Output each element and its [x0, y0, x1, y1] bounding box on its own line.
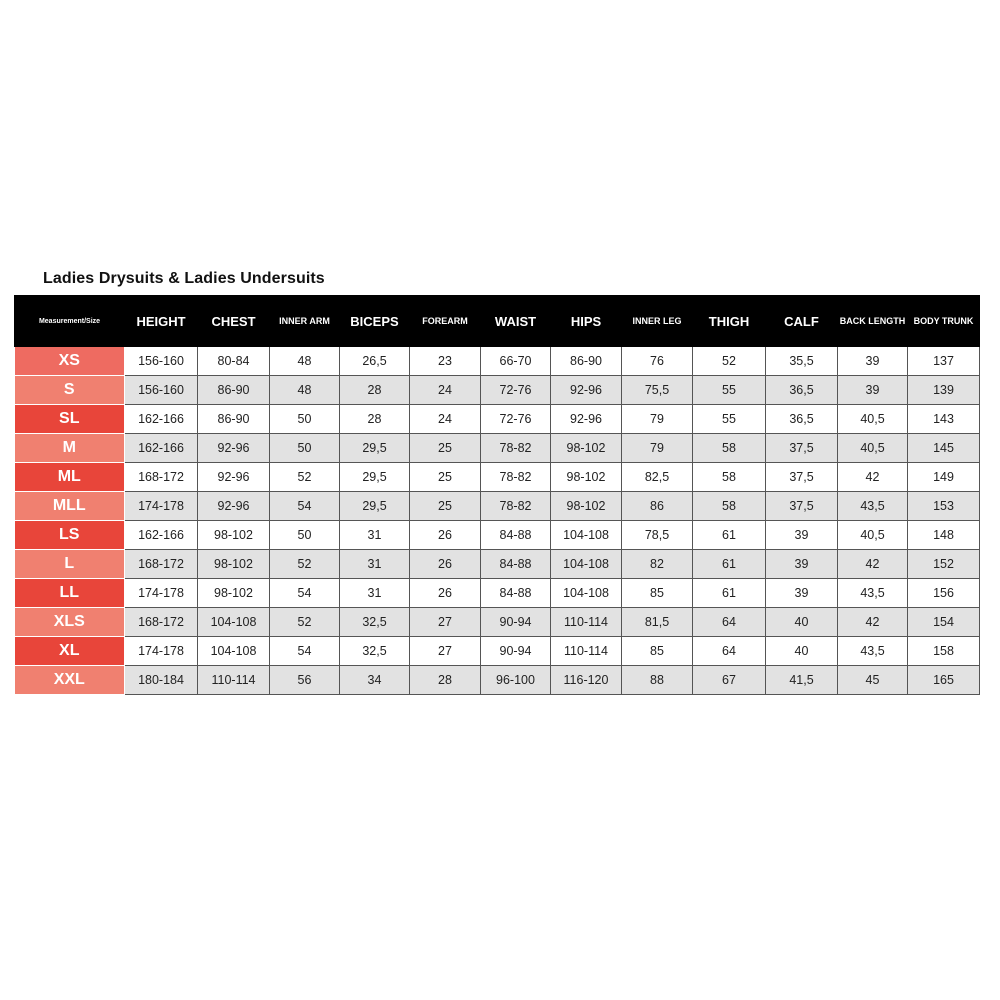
table-cell: 26,5	[340, 347, 410, 376]
size-label-cell: L	[15, 550, 125, 579]
table-cell: 26	[410, 550, 481, 579]
table-cell: 29,5	[340, 492, 410, 521]
table-cell: 67	[693, 666, 766, 695]
table-cell: 28	[340, 376, 410, 405]
table-cell: 162-166	[125, 434, 198, 463]
table-cell: 145	[908, 434, 980, 463]
table-cell: 149	[908, 463, 980, 492]
table-cell: 85	[622, 579, 693, 608]
table-cell: 39	[766, 521, 838, 550]
table-cell: 174-178	[125, 579, 198, 608]
table-cell: 52	[270, 550, 340, 579]
table-cell: 42	[838, 463, 908, 492]
table-cell: 58	[693, 463, 766, 492]
table-cell: 39	[766, 550, 838, 579]
table-cell: 92-96	[198, 434, 270, 463]
table-cell: 37,5	[766, 434, 838, 463]
table-cell: 27	[410, 608, 481, 637]
table-row	[15, 492, 980, 521]
table-cell: 92-96	[198, 492, 270, 521]
table-cell: 55	[693, 405, 766, 434]
table-cell: 139	[908, 376, 980, 405]
table-cell: 25	[410, 434, 481, 463]
column-header-inner-leg: INNER LEG	[622, 296, 693, 347]
table-cell: 104-108	[551, 550, 622, 579]
table-cell: 40,5	[838, 434, 908, 463]
table-cell: 162-166	[125, 405, 198, 434]
size-label-cell: LL	[15, 579, 125, 608]
table-cell: 104-108	[551, 521, 622, 550]
table-cell: 79	[622, 434, 693, 463]
table-row	[15, 347, 980, 376]
column-header-waist: WAIST	[481, 296, 551, 347]
size-chart-table	[14, 295, 980, 695]
table-row	[15, 579, 980, 608]
table-cell: 153	[908, 492, 980, 521]
table-cell: 40,5	[838, 405, 908, 434]
table-cell: 52	[693, 347, 766, 376]
table-cell: 84-88	[481, 550, 551, 579]
table-cell: 92-96	[198, 463, 270, 492]
table-cell: 104-108	[198, 637, 270, 666]
table-row	[15, 405, 980, 434]
column-header-back-length: BACK LENGTH	[838, 296, 908, 347]
column-header-height: HEIGHT	[125, 296, 198, 347]
table-cell: 27	[410, 637, 481, 666]
table-cell: 61	[693, 521, 766, 550]
table-cell: 40,5	[838, 521, 908, 550]
table-cell: 54	[270, 579, 340, 608]
table-cell: 37,5	[766, 492, 838, 521]
table-cell: 58	[693, 492, 766, 521]
table-cell: 54	[270, 637, 340, 666]
table-cell: 72-76	[481, 376, 551, 405]
table-cell: 156-160	[125, 376, 198, 405]
table-cell: 168-172	[125, 550, 198, 579]
table-row	[15, 608, 980, 637]
column-header-thigh: THIGH	[693, 296, 766, 347]
table-cell: 82,5	[622, 463, 693, 492]
table-cell: 25	[410, 492, 481, 521]
table-cell: 78-82	[481, 463, 551, 492]
table-cell: 28	[340, 405, 410, 434]
table-cell: 98-102	[551, 463, 622, 492]
table-cell: 25	[410, 463, 481, 492]
table-cell: 174-178	[125, 637, 198, 666]
table-cell: 96-100	[481, 666, 551, 695]
table-cell: 31	[340, 579, 410, 608]
table-cell: 50	[270, 434, 340, 463]
table-row	[15, 550, 980, 579]
column-header-calf: CALF	[766, 296, 838, 347]
table-cell: 104-108	[198, 608, 270, 637]
table-row	[15, 463, 980, 492]
table-cell: 143	[908, 405, 980, 434]
table-cell: 86-90	[198, 405, 270, 434]
table-cell: 86-90	[551, 347, 622, 376]
table-cell: 92-96	[551, 376, 622, 405]
table-cell: 98-102	[551, 492, 622, 521]
table-cell: 98-102	[198, 550, 270, 579]
size-label-cell: MLL	[15, 492, 125, 521]
table-cell: 64	[693, 637, 766, 666]
table-cell: 26	[410, 579, 481, 608]
table-cell: 156	[908, 579, 980, 608]
table-cell: 165	[908, 666, 980, 695]
table-cell: 32,5	[340, 637, 410, 666]
table-cell: 56	[270, 666, 340, 695]
table-cell: 98-102	[198, 579, 270, 608]
table-cell: 80-84	[198, 347, 270, 376]
table-cell: 52	[270, 608, 340, 637]
table-cell: 52	[270, 463, 340, 492]
table-cell: 29,5	[340, 434, 410, 463]
table-cell: 23	[410, 347, 481, 376]
table-cell: 31	[340, 550, 410, 579]
table-cell: 75,5	[622, 376, 693, 405]
table-cell: 168-172	[125, 463, 198, 492]
table-cell: 36,5	[766, 376, 838, 405]
table-cell: 43,5	[838, 492, 908, 521]
table-cell: 48	[270, 347, 340, 376]
table-cell: 39	[838, 347, 908, 376]
table-cell: 29,5	[340, 463, 410, 492]
table-cell: 78-82	[481, 434, 551, 463]
table-cell: 28	[410, 666, 481, 695]
table-row	[15, 376, 980, 405]
table-cell: 48	[270, 376, 340, 405]
table-cell: 40	[766, 608, 838, 637]
size-label-cell: XXL	[15, 666, 125, 695]
table-cell: 61	[693, 579, 766, 608]
table-cell: 82	[622, 550, 693, 579]
table-cell: 86	[622, 492, 693, 521]
table-cell: 110-114	[551, 608, 622, 637]
column-header-biceps: BICEPS	[340, 296, 410, 347]
table-cell: 36,5	[766, 405, 838, 434]
size-label-cell: M	[15, 434, 125, 463]
table-cell: 148	[908, 521, 980, 550]
table-row	[15, 666, 980, 695]
column-header-body-trunk: BODY TRUNK	[908, 296, 980, 347]
table-cell: 104-108	[551, 579, 622, 608]
table-cell: 88	[622, 666, 693, 695]
table-cell: 81,5	[622, 608, 693, 637]
table-cell: 61	[693, 550, 766, 579]
column-header-measurement-size: Measurement/Size	[15, 296, 125, 347]
table-cell: 45	[838, 666, 908, 695]
table-cell: 55	[693, 376, 766, 405]
table-cell: 42	[838, 608, 908, 637]
size-label-cell: SL	[15, 405, 125, 434]
table-cell: 98-102	[198, 521, 270, 550]
table-cell: 39	[838, 376, 908, 405]
table-cell: 79	[622, 405, 693, 434]
table-cell: 168-172	[125, 608, 198, 637]
table-cell: 116-120	[551, 666, 622, 695]
table-cell: 37,5	[766, 463, 838, 492]
table-cell: 92-96	[551, 405, 622, 434]
table-cell: 31	[340, 521, 410, 550]
table-body	[15, 347, 980, 695]
table-cell: 42	[838, 550, 908, 579]
table-cell: 162-166	[125, 521, 198, 550]
table-cell: 35,5	[766, 347, 838, 376]
size-label-cell: ML	[15, 463, 125, 492]
table-cell: 43,5	[838, 579, 908, 608]
table-cell: 43,5	[838, 637, 908, 666]
table-cell: 90-94	[481, 637, 551, 666]
table-cell: 72-76	[481, 405, 551, 434]
column-header-inner-arm: INNER ARM	[270, 296, 340, 347]
size-label-cell: LS	[15, 521, 125, 550]
table-cell: 39	[766, 579, 838, 608]
table-cell: 34	[340, 666, 410, 695]
size-label-cell: XS	[15, 347, 125, 376]
size-label-cell: S	[15, 376, 125, 405]
table-cell: 152	[908, 550, 980, 579]
table-cell: 180-184	[125, 666, 198, 695]
table-cell: 24	[410, 405, 481, 434]
table-cell: 78,5	[622, 521, 693, 550]
column-header-hips: HIPS	[551, 296, 622, 347]
table-cell: 154	[908, 608, 980, 637]
table-row	[15, 521, 980, 550]
table-cell: 86-90	[198, 376, 270, 405]
table-cell: 158	[908, 637, 980, 666]
table-cell: 24	[410, 376, 481, 405]
table-cell: 32,5	[340, 608, 410, 637]
table-cell: 40	[766, 637, 838, 666]
table-cell: 98-102	[551, 434, 622, 463]
table-cell: 110-114	[551, 637, 622, 666]
column-header-forearm: FOREARM	[410, 296, 481, 347]
size-label-cell: XLS	[15, 608, 125, 637]
header-row	[15, 296, 980, 347]
table-cell: 76	[622, 347, 693, 376]
table-cell: 85	[622, 637, 693, 666]
table-cell: 50	[270, 405, 340, 434]
table-cell: 174-178	[125, 492, 198, 521]
table-cell: 66-70	[481, 347, 551, 376]
table-row	[15, 637, 980, 666]
table-cell: 84-88	[481, 521, 551, 550]
table-cell: 84-88	[481, 579, 551, 608]
table-cell: 64	[693, 608, 766, 637]
table-cell: 90-94	[481, 608, 551, 637]
table-cell: 41,5	[766, 666, 838, 695]
table-cell: 78-82	[481, 492, 551, 521]
table-cell: 50	[270, 521, 340, 550]
chart-title: Ladies Drysuits & Ladies Undersuits	[43, 270, 325, 287]
table-cell: 26	[410, 521, 481, 550]
column-header-chest: CHEST	[198, 296, 270, 347]
table-cell: 54	[270, 492, 340, 521]
table-cell: 58	[693, 434, 766, 463]
table-cell: 137	[908, 347, 980, 376]
table-row	[15, 434, 980, 463]
size-label-cell: XL	[15, 637, 125, 666]
table-cell: 156-160	[125, 347, 198, 376]
table-cell: 110-114	[198, 666, 270, 695]
